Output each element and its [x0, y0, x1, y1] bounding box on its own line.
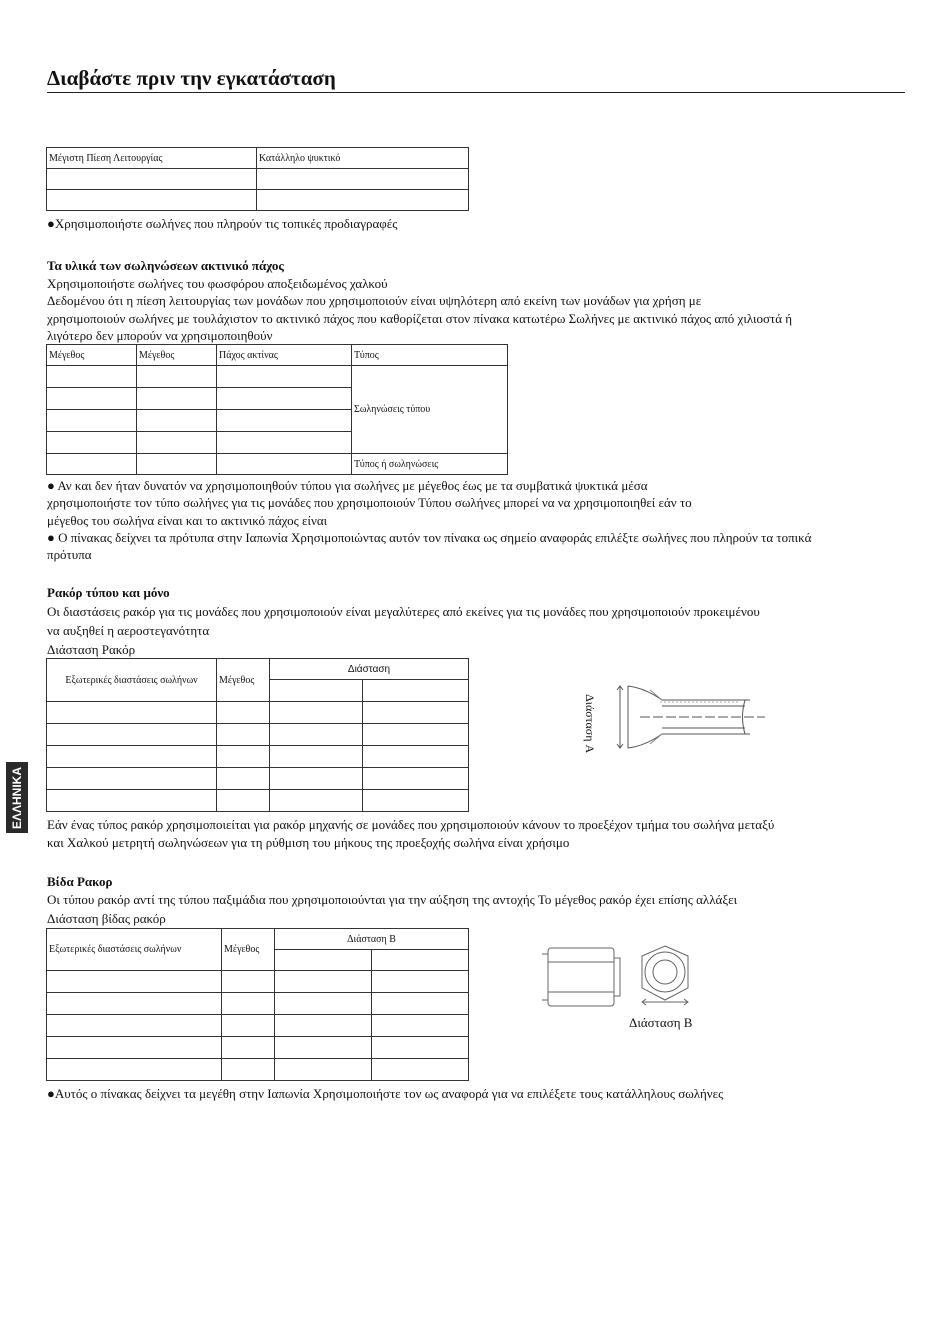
page-title: Διαβάστε πριν την εγκατάσταση [47, 66, 336, 90]
table-cell [137, 432, 217, 454]
table-cell [275, 993, 372, 1015]
table-cell [47, 746, 217, 768]
table-cell [372, 971, 469, 993]
dimension-b-label: Διάσταση B [629, 1015, 693, 1030]
table-cell [47, 971, 222, 993]
table-cell [217, 366, 352, 388]
header-outer-diameter: Εξωτερικές διαστάσεις σωλήνων [47, 929, 222, 971]
section1-line: λιγότερο δεν μπορούν να χρησιμοποιηθούν [47, 328, 273, 343]
table-cell [257, 190, 469, 211]
table-cell [217, 790, 270, 812]
pressure-refrigerant-table [46, 147, 469, 211]
section1-note: ● Ο πίνακας δείχνει τα πρότυπα στην Ιαπωνία Χρησιμοποιώντας αυτόν τον πίνακα ως σημείο αναφοράς επιλέξτε σωλήνες που πληρούν τα τοπικά [47, 530, 812, 545]
table-cell [217, 454, 352, 475]
section1-note: μέγεθος του σωλήνα είναι και το ακτινικό πάχος είναι [47, 513, 328, 528]
section1-note: πρότυπα [47, 547, 92, 562]
section2-note: και Χαλκού μετρητή σωληνώσεων για τη ρύθμιση του μήκους της προεξοχής σωλήνα είναι χρήσιμο [47, 835, 570, 850]
table-cell [222, 1059, 275, 1081]
table-cell [372, 1059, 469, 1081]
table-cell [363, 790, 469, 812]
table-cell [270, 702, 363, 724]
table-cell [217, 432, 352, 454]
section1-line: χρησιμοποιούν σωλήνες με τουλάχιστον το ακτινικό πάχος που καθορίζεται στον πίνακα κατωτέρω Σωλήνες με ακτινικό πάχος από χιλιοστά ή [47, 311, 793, 326]
table-cell [47, 768, 217, 790]
table-cell [372, 1037, 469, 1059]
pipe-thickness-table [46, 344, 508, 475]
section2-line: Οι διαστάσεις ρακόρ για τις μονάδες που χρησιμοποιούν είναι μεγαλύτερες από εκείνες για τις μονάδες που χρησιμοποιούν προκειμένου [47, 604, 760, 619]
table-cell [363, 768, 469, 790]
type-last-cell: Τύπος ή σωληνώσεις [352, 454, 508, 475]
table-cell [275, 950, 372, 971]
table-cell [275, 1059, 372, 1081]
table-cell [47, 432, 137, 454]
table-cell [270, 680, 363, 702]
language-tab [6, 762, 28, 833]
table-cell [372, 950, 469, 971]
table-cell [363, 702, 469, 724]
flare-nut-table [46, 928, 469, 1081]
table-cell [47, 169, 257, 190]
title-rule [47, 92, 905, 93]
section3-line: Διάσταση βίδας ρακόρ [47, 911, 166, 926]
header-dimension: Διάσταση [270, 659, 469, 680]
table-cell [217, 746, 270, 768]
header-dimension-b: Διάσταση B [275, 929, 469, 950]
table-cell [47, 410, 137, 432]
table-cell [47, 1059, 222, 1081]
table-cell [217, 410, 352, 432]
table-cell [47, 702, 217, 724]
table-cell [372, 993, 469, 1015]
flare-pipe-figure [590, 678, 770, 760]
table-cell [47, 190, 257, 211]
table-cell [217, 768, 270, 790]
table1-note: ●Χρησιμοποιήστε σωλήνες που πληρούν τις τοπικές προδιαγραφές [47, 216, 398, 231]
header-outer-diameter: Εξωτερικές διαστάσεις σωλήνων [47, 659, 217, 702]
table-cell [275, 1015, 372, 1037]
table-cell [137, 388, 217, 410]
section2-note: Εάν ένας τύπος ρακόρ χρησιμοποιείται για ρακόρ μηχανής σε μονάδες που χρησιμοποιούν κάνουν το προεξέχον τμήμα του σωλήνα μεταξύ [47, 817, 775, 832]
table-cell [47, 724, 217, 746]
table-cell [222, 1037, 275, 1059]
table-cell [270, 724, 363, 746]
table-cell [217, 702, 270, 724]
table-cell [222, 993, 275, 1015]
section1-note: χρησιμοποιήστε τον τύπο σωλήνες για τις μονάδες που χρησιμοποιούν Τύπου σωλήνες μπορεί να να χρησιμοποιηθεί εάν το [47, 495, 692, 510]
section2-line: να αυξηθεί η αεροστεγανότητα [47, 623, 210, 638]
table-cell [372, 1015, 469, 1037]
header-thickness: Πάχος ακτίνας [217, 345, 352, 366]
table-cell [47, 993, 222, 1015]
header-size: Μέγεθος [137, 345, 217, 366]
header-type: Τύπος [352, 345, 508, 366]
section1-note: ● Αν και δεν ήταν δυνατόν να χρησιμοποιηθούν τύπου για σωλήνες με μέγεθος έως με τα συμβατικά ψυκτικά μέσα [47, 478, 648, 493]
section1-line: Χρησιμοποιήστε σωλήνες του φωσφόρου αποξειδωμένος χαλκού [47, 276, 388, 291]
section1-heading: Τα υλικά των σωληνώσεων ακτινικό πάχος [47, 258, 284, 273]
header-refrigerant: Κατάλληλο ψυκτικό [257, 148, 469, 169]
table-cell [222, 1015, 275, 1037]
table-cell [47, 366, 137, 388]
table-cell [363, 724, 469, 746]
header-size: Μέγεθος [217, 659, 270, 702]
table-cell [47, 454, 137, 475]
table-cell [275, 971, 372, 993]
table-cell [47, 1015, 222, 1037]
table-cell [217, 724, 270, 746]
table-cell [47, 1037, 222, 1059]
section3-heading: Βίδα Ρακορ [47, 874, 113, 889]
section1-line: Δεδομένου ότι η πίεση λειτουργίας των μονάδων που χρησιμοποιούν είναι υψηλότερη από εκείνη των μονάδων για χρήση με [47, 293, 702, 308]
header-size: Μέγεθος [47, 345, 137, 366]
table-cell [270, 768, 363, 790]
table-cell [222, 971, 275, 993]
section3-line: Οι τύπου ρακόρ αντί της τύπου παξιμάδια που χρησιμοποιούνται για την αύξηση της αντοχής Το μέγεθος ρακόρ έχει επίσης αλλάξει [47, 892, 738, 907]
flare-dimension-table [46, 658, 469, 812]
table-cell [257, 169, 469, 190]
table-cell [363, 680, 469, 702]
header-size: Μέγεθος [222, 929, 275, 971]
section2-heading: Ρακόρ τύπου και μόνο [47, 585, 170, 600]
table-cell [270, 790, 363, 812]
flare-nut-figure [540, 938, 710, 1010]
dimension-a-label: Διάσταση A [583, 694, 597, 754]
section2-line: Διάσταση Ρακόρ [47, 642, 136, 657]
table-cell [270, 746, 363, 768]
table-cell [47, 388, 137, 410]
language-tab-label: ΕΛΛΗΝΙΚΑ [10, 766, 24, 829]
table-cell [275, 1037, 372, 1059]
table-cell [217, 388, 352, 410]
table-cell [137, 410, 217, 432]
type-merged-cell: Σωληνώσεις τύπου [352, 366, 508, 454]
section3-note: ●Αυτός ο πίνακας δείχνει τα μεγέθη στην Ιαπωνία Χρησιμοποιήστε τον ως αναφορά για να επιλέξετε τους κατάλληλους σωλήνες [47, 1086, 724, 1101]
table-cell [363, 746, 469, 768]
header-max-pressure: Μέγιστη Πίεση Λειτουργίας [47, 148, 257, 169]
table-cell [137, 366, 217, 388]
table-cell [137, 454, 217, 475]
table-cell [47, 790, 217, 812]
